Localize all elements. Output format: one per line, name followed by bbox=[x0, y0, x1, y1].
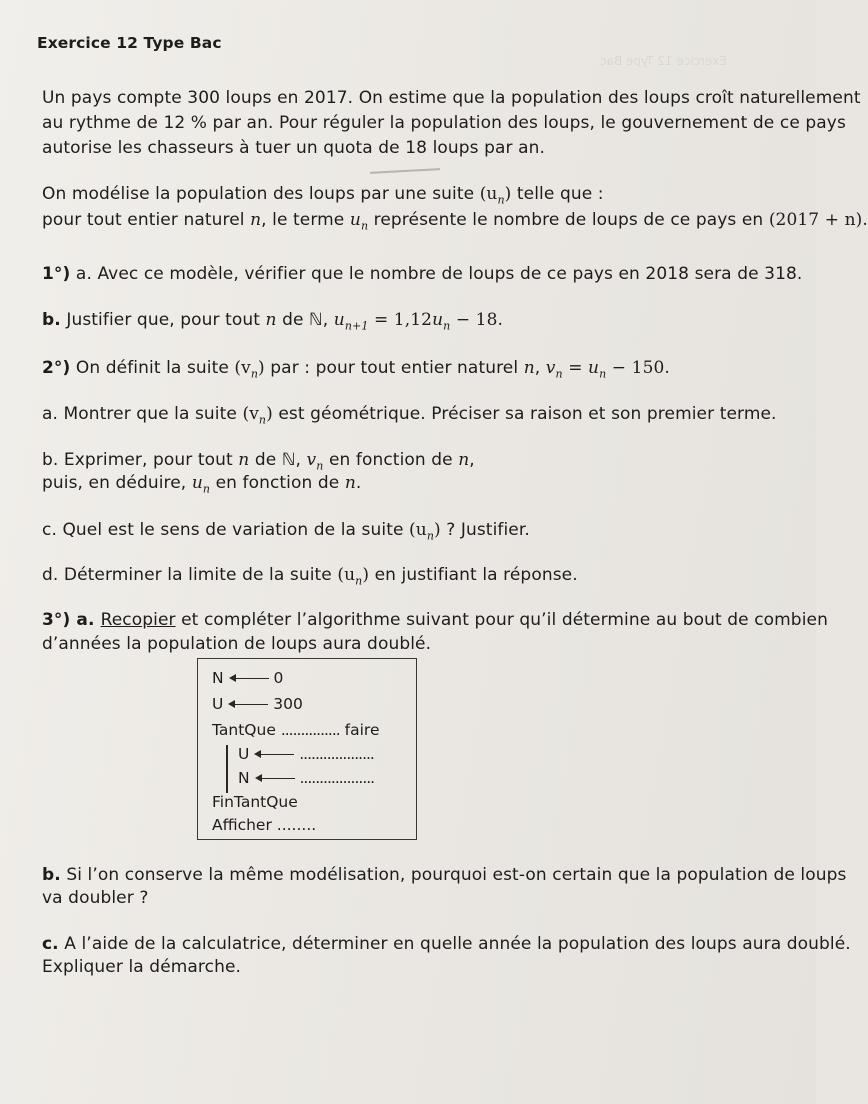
model-line-1: On modélise la population des loups par une suite $(u_n)$ telle que : bbox=[42, 184, 604, 207]
q1-b: b. Justifier que, pour tout n de ℕ, $u_{n+1} = 1,12u_n - 18$. bbox=[42, 310, 503, 333]
q3-b-line-1: b. Si l’on conserve la même modélisation, pourquoi est-on certain que la population de loups bbox=[42, 865, 847, 885]
q1-a: 1°) a. Avec ce modèle, vérifier que le nombre de loups de ce pays en 2018 sera de 318. bbox=[42, 264, 803, 284]
algo-line-n-update: N ................... bbox=[238, 769, 375, 787]
intro-line-2: au rythme de 12 % par an. Pour réguler la population des loups, le gouvernement de ce pays bbox=[42, 113, 846, 133]
algo-line-u-update: U ................... bbox=[238, 745, 374, 763]
exercise-title: Exercice 12 Type Bac bbox=[37, 34, 222, 52]
q3-a-line-2: d’années la population de loups aura doublé. bbox=[42, 634, 432, 654]
q2-intro: 2°) On définit la suite $(v_n)$ par : pour tout entier naturel n, $v_n = u_n - 150$. bbox=[42, 358, 670, 381]
bleed-through-text: Exercice 12 Type Bac bbox=[600, 54, 727, 68]
algo-line-afficher: Afficher ........ bbox=[212, 816, 317, 834]
pen-mark bbox=[370, 168, 440, 174]
q2-b-line-1: b. Exprimer, pour tout n de ℕ, $v_n$ en fonction de n, bbox=[42, 450, 475, 473]
algo-line-fintantque: FinTantQue bbox=[212, 793, 298, 811]
q3-c-line-2: Expliquer la démarche. bbox=[42, 957, 242, 977]
q2-a: a. Montrer que la suite $(v_n)$ est géométrique. Préciser sa raison et son premier terme. bbox=[42, 404, 777, 427]
q2-b-line-2: puis, en déduire, $u_n$ en fonction de n. bbox=[42, 473, 362, 496]
assign-arrow-icon bbox=[254, 750, 294, 760]
loop-bar bbox=[226, 745, 228, 793]
algo-line-n-init: N 0 bbox=[212, 669, 284, 687]
q2-d: d. Déterminer la limite de la suite $(u_n)$ en justifiant la réponse. bbox=[42, 565, 578, 588]
q2-c: c. Quel est le sens de variation de la suite $(u_n)$ ? Justifier. bbox=[42, 520, 530, 543]
algo-line-tantque: TantQue ............... faire bbox=[212, 721, 380, 739]
algorithm-box bbox=[197, 658, 417, 840]
assign-arrow-icon bbox=[255, 774, 295, 784]
q3-b-line-2: va doubler ? bbox=[42, 888, 149, 908]
model-line-2: pour tout entier naturel n, le terme $u_n$ représente le nombre de loups de ce pays en (2017 + n). bbox=[42, 210, 868, 233]
algo-line-u-init: U 300 bbox=[212, 695, 303, 713]
intro-line-3: autorise les chasseurs à tuer un quota de 18 loups par an. bbox=[42, 138, 546, 158]
q3-c-line-1: c. A l’aide de la calculatrice, déterminer en quelle année la population des loups aura doublé. bbox=[42, 934, 851, 954]
assign-arrow-icon bbox=[228, 700, 268, 710]
intro-line-1: Un pays compte 300 loups en 2017. On estime que la population des loups croît naturellement bbox=[42, 88, 861, 108]
assign-arrow-icon bbox=[229, 674, 269, 684]
q3-a-line-1: 3°) a. Recopier et compléter l’algorithme suivant pour qu’il détermine au bout de combien bbox=[42, 610, 828, 630]
